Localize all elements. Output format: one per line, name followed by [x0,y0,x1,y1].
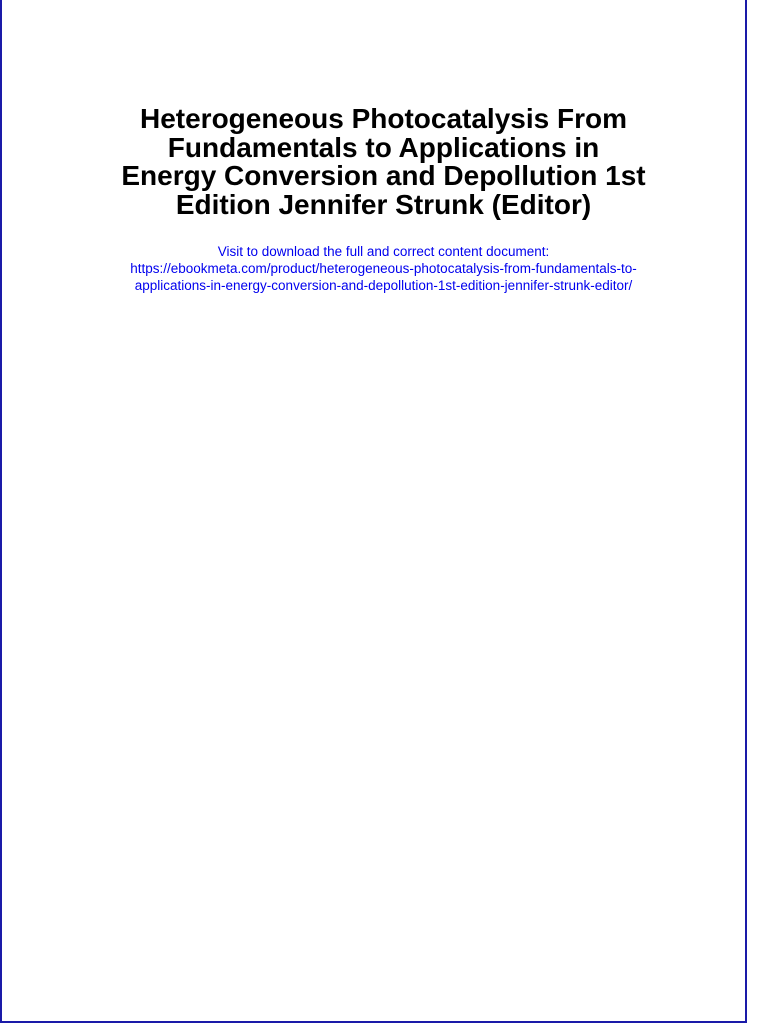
link-line-2[interactable]: applications-in-energy-conversion-and-depollution-1st-edition-jennifer-strunk-editor/ [134,278,633,293]
link-line-1[interactable]: https://ebookmeta.com/product/heterogeneous-photocatalysis-from-fundamentals-to- [130,261,637,276]
download-link[interactable] [40,260,727,294]
document-title [40,105,727,219]
notice-text: Visit to download the full and correct content document: [217,244,550,259]
title-line-1: Heterogeneous Photocatalysis From [139,103,627,134]
title-line-3: Energy Conversion and Depollution 1st [121,160,646,191]
title-line-2: Fundamentals to Applications in [167,131,600,163]
title-line-4: Edition Jennifer Strunk (Editor) [175,188,592,220]
download-notice [40,243,727,294]
